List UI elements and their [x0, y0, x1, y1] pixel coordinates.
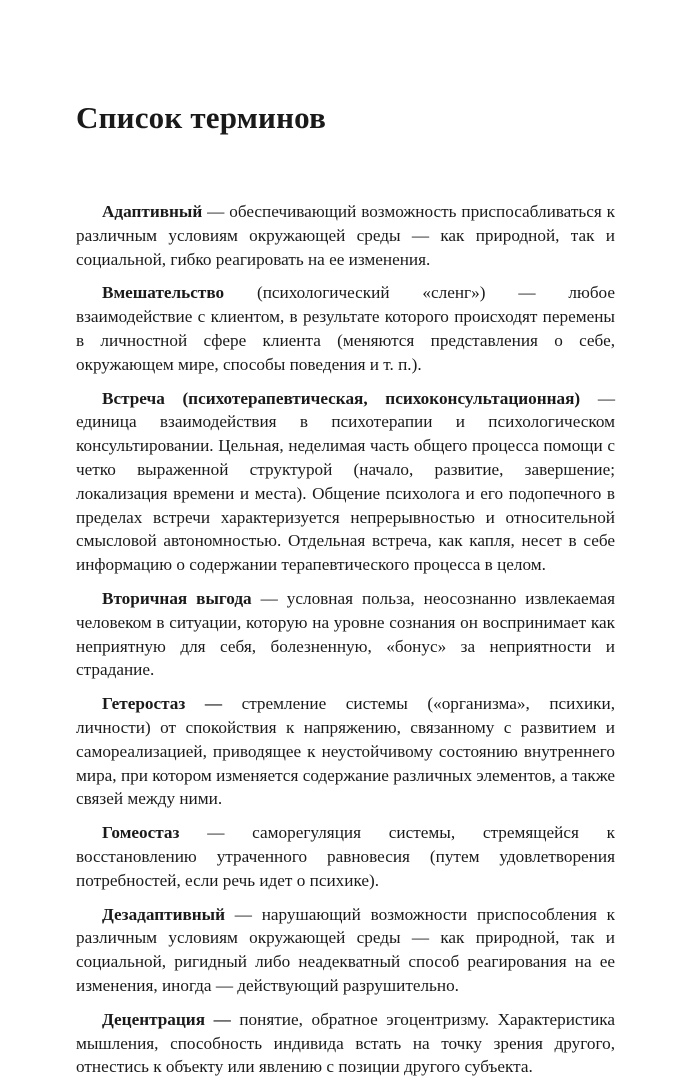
glossary-entry: [76, 821, 615, 892]
glossary-entry: [76, 200, 615, 271]
glossary-term: Дезадаптивный: [102, 904, 225, 924]
glossary-entry: [76, 387, 615, 577]
glossary-definition: (психологический «сленг») — любое взаимодействие с клиентом, в результате которого происходят перемены в личностной сфере клиента (меняются представления о себе, окружающем мире, способы поведения и т. п.).: [76, 283, 615, 374]
glossary-entry: [76, 1008, 615, 1079]
glossary-definition: — обеспечивающий возможность приспосабливаться к различным условиям окружающей среды — как природной, так и социальной, гибко реагировать на ее изменения.: [76, 202, 615, 269]
glossary-definition: стремление системы («организма», психики, личности) от спокойствия к напряжению, связанному с развитием и самореализацией, приводящее к неустойчивому состоянию внутреннего мира, при котором изменяется содержание различных элементов, а также связей между ними.: [76, 694, 616, 809]
glossary-definition: — нарушающий возможности приспособления к различным условиям окружающей среды — как природной, так и социальной, ригидный либо неадекватный способ реагирования на ее изменения, иногда — действующий разрушительно.: [76, 904, 615, 995]
glossary-entry: [76, 903, 615, 998]
glossary-term: Децентрация —: [102, 1009, 231, 1029]
glossary-entry: [76, 587, 615, 682]
glossary-term: Встреча (психотерапевтическая, психоконсультационная): [102, 388, 581, 408]
page-title: Список терминов: [76, 100, 327, 135]
glossary-term: Гомеостаз: [102, 823, 180, 843]
glossary-definition: понятие, обратное эгоцентризму. Характеристика мышления, способность индивида встать на точку зрения другого, отнестись к объекту или явлению с позиции другого субъекта.: [76, 1009, 615, 1077]
glossary-term: Гетеростаз —: [102, 694, 223, 714]
glossary-definition: — условная польза, неосознанно извлекаемая человеком в ситуации, которую на уровне сознания он воспринимает как неприятную для себя, болезненную, «бонус» за неприятности и страдание.: [76, 588, 615, 680]
glossary-definition: — единица взаимодействия в психотерапии и психологическом консультировании. Цельная, неделимая часть общего процесса помощи с четко выраженной структурой (начало, развитие, завершение; локализация времени и места). Общение психолога и его подопечного в пределах встречи характеризуется непрерывностью и относительной смысловой автономностью. Отдельная встреча, как капля, несет в себе информацию о содержании терапевтического процесса в целом.: [76, 388, 616, 575]
glossary-list: [76, 200, 615, 1089]
glossary-term: Вторичная выгода: [102, 588, 252, 608]
glossary-term: Адаптивный: [102, 202, 203, 221]
glossary-entry: [76, 692, 615, 811]
glossary-definition: — саморегуляция системы, стремящейся к восстановлению утраченного равновесия (путем удовлетворения потребностей, если речь идет о психике).: [76, 823, 615, 890]
glossary-entry: [76, 281, 615, 376]
glossary-term: Вмешательство: [102, 283, 225, 303]
